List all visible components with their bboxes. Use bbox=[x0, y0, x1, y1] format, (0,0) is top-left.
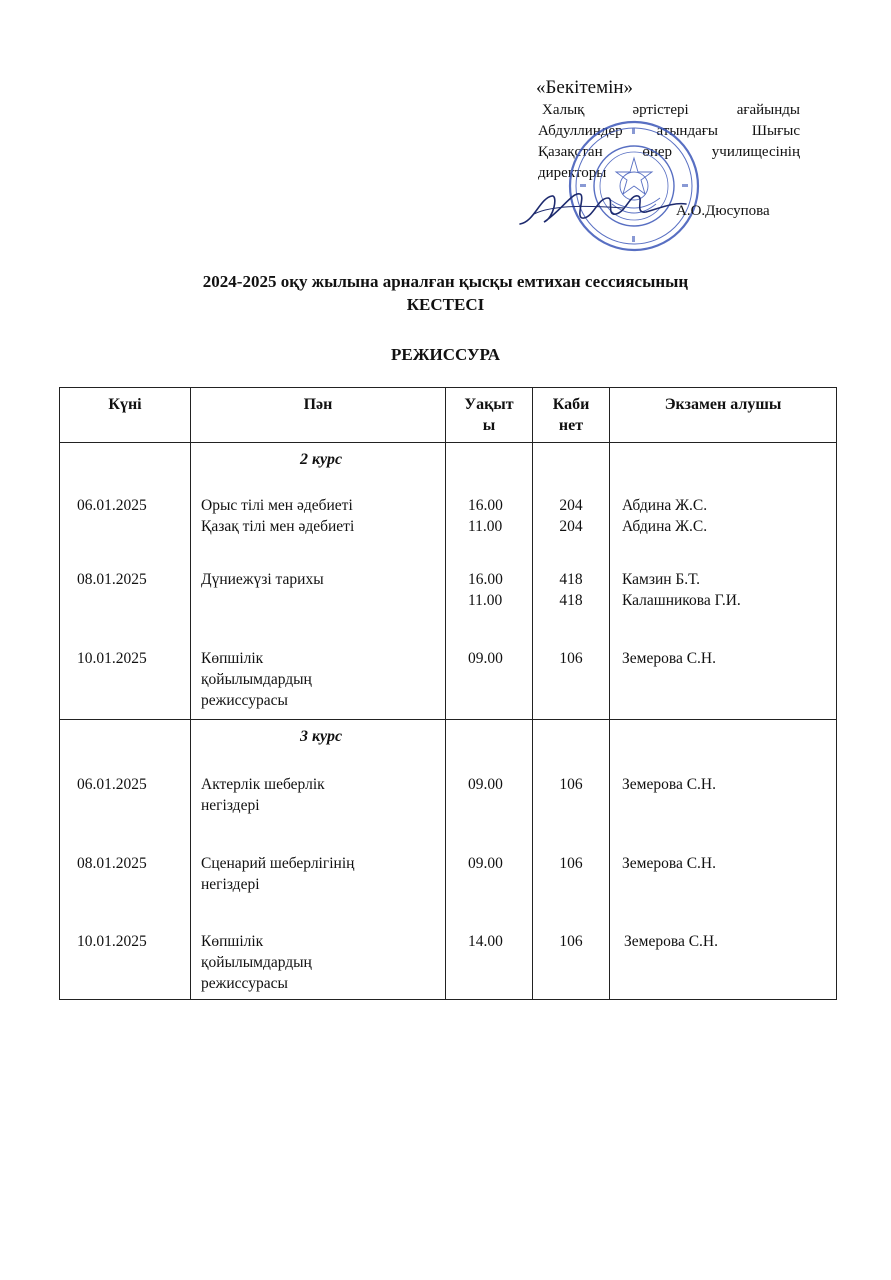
time-value: 09.00 bbox=[468, 650, 503, 667]
table-row bbox=[60, 443, 837, 720]
table-row bbox=[60, 720, 837, 1000]
room-value: 106 bbox=[559, 933, 583, 950]
examiner-value: Абдина Ж.С. Абдина Ж.С. bbox=[622, 497, 708, 535]
signer-name: А.О.Дюсупова bbox=[676, 203, 770, 219]
approval-word: училищесінің bbox=[711, 144, 800, 160]
time-value: 09.00 bbox=[468, 776, 503, 793]
document-title: 2024-2025 оқу жылына арналған қысқы емтихан сессиясының bbox=[202, 272, 689, 291]
approval-line bbox=[538, 121, 800, 142]
room-value: 106 bbox=[559, 776, 583, 793]
examiner-value: Земерова С.Н. bbox=[622, 855, 716, 872]
approval-word: Қазақстан bbox=[538, 144, 603, 160]
header-examiner: Экзамен алушы bbox=[610, 388, 837, 443]
approval-word: Шығыс bbox=[751, 123, 800, 139]
subject-cell bbox=[191, 443, 446, 720]
approval-word: Халық bbox=[542, 102, 585, 118]
signature-icon bbox=[514, 184, 690, 234]
time-value: 09.00 bbox=[468, 855, 503, 872]
examiner-value: Камзин Б.Т. Калашникова Г.И. bbox=[622, 571, 741, 609]
course-label: 2 курс bbox=[299, 451, 343, 468]
approval-line bbox=[538, 163, 800, 184]
examiner-value: Земерова С.Н. bbox=[624, 933, 718, 950]
examiner-cell bbox=[610, 720, 837, 1000]
department-title: РЕЖИССУРА bbox=[390, 345, 501, 364]
time-value: 14.00 bbox=[468, 933, 503, 950]
examiner-value: Земерова С.Н. bbox=[622, 650, 716, 667]
exam-schedule-table bbox=[59, 387, 837, 1000]
subject-value: Көпшілік қойылымдардың режиссурасы bbox=[201, 650, 312, 709]
room-cell bbox=[533, 443, 610, 720]
subject-value: Сценарий шеберлігінің негіздері bbox=[201, 855, 355, 893]
approval-word: әртістері bbox=[632, 102, 689, 118]
date-cell bbox=[60, 443, 191, 720]
approval-word: өнер bbox=[642, 144, 673, 160]
time-value: 16.00 11.00 bbox=[468, 497, 503, 535]
room-value: 106 bbox=[559, 650, 583, 667]
date-cell bbox=[60, 720, 191, 1000]
date-value: 08.01.2025 bbox=[77, 855, 147, 872]
approval-word: директоры bbox=[538, 165, 607, 181]
approval-word: атындағы bbox=[656, 123, 718, 139]
header-subject: Пән bbox=[191, 388, 446, 443]
room-cell bbox=[533, 720, 610, 1000]
approval-heading: «Бекітемін» bbox=[536, 77, 634, 98]
examiner-value: Земерова С.Н. bbox=[622, 776, 716, 793]
approval-word: ағайынды bbox=[736, 102, 800, 118]
table-header-row bbox=[60, 388, 837, 443]
header-time: Уақыт ы bbox=[446, 388, 533, 443]
time-cell bbox=[446, 720, 533, 1000]
room-value: 418 418 bbox=[559, 571, 583, 609]
course-label: 3 курс bbox=[299, 728, 343, 745]
date-value: 10.01.2025 bbox=[77, 650, 147, 667]
subject-value: Орыс тілі мен әдебиеті Қазақ тілі мен әдебиеті bbox=[201, 497, 355, 535]
approval-line bbox=[538, 142, 800, 163]
date-value: 08.01.2025 bbox=[77, 571, 147, 588]
approval-line bbox=[538, 100, 800, 121]
subject-value: Көпшілік қойылымдардың режиссурасы bbox=[201, 933, 312, 992]
subject-cell bbox=[191, 720, 446, 1000]
header-date: Күні bbox=[60, 388, 191, 443]
date-value: 10.01.2025 bbox=[77, 933, 147, 950]
date-value: 06.01.2025 bbox=[77, 776, 147, 793]
subject-value: Актерлік шеберлік негіздері bbox=[201, 776, 325, 814]
room-value: 204 204 bbox=[559, 497, 583, 535]
approval-block bbox=[538, 76, 800, 184]
date-value: 06.01.2025 bbox=[77, 497, 147, 514]
approval-word: Абдуллиндер bbox=[538, 123, 623, 139]
header-room: Каби нет bbox=[533, 388, 610, 443]
time-value: 16.00 11.00 bbox=[468, 571, 503, 609]
document-title-line2: КЕСТЕСІ bbox=[406, 295, 485, 314]
time-cell bbox=[446, 443, 533, 720]
examiner-cell bbox=[610, 443, 837, 720]
subject-value: Дүниежүзі тарихы bbox=[201, 571, 324, 588]
room-value: 106 bbox=[559, 855, 583, 872]
